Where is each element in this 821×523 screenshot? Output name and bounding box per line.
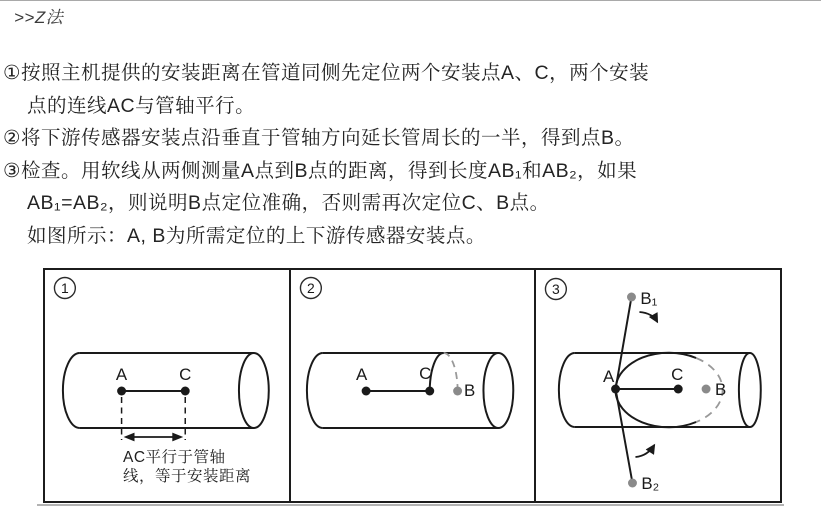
point-a-label: A (115, 364, 128, 385)
point-c (674, 385, 683, 394)
point-c-label: C (179, 364, 192, 385)
panel-number-3: 3 (552, 280, 561, 298)
point-b2-label: B₂ (641, 473, 660, 494)
point-c-label: C (418, 363, 432, 384)
panel-number-circle-3 (546, 279, 567, 300)
instruction-line-4: ③检查。用软线从两侧测量A点到B点的距离，得到长度AB₁和AB₂，如果 (3, 159, 638, 182)
distance-caption (123, 448, 251, 486)
instruction-line-1: ①按照主机提供的安装距离在管道同侧先定位两个安装点A、C，两个安装 (3, 62, 650, 84)
top-divider (0, 0, 821, 1)
instruction-line-5: AB₁=AB₂，则说明B点定位准确，否则需再次定位C、B点。 (27, 192, 550, 214)
point-b-label: B (463, 380, 476, 401)
point-c (181, 387, 190, 396)
figure (43, 268, 782, 503)
point-a-label: A (603, 366, 615, 387)
point-b1-label: B₁ (640, 288, 658, 309)
wrap-arc-near (429, 353, 443, 391)
point-b (702, 385, 711, 394)
point-b1 (627, 293, 636, 302)
point-b-label: B (715, 379, 727, 400)
point-a-label: A (355, 364, 367, 385)
dashed-extension-lines (122, 397, 186, 440)
wrap-arc-far-dashed (443, 353, 457, 388)
figure-panel-3 (534, 270, 780, 501)
point-b2 (628, 479, 637, 488)
point-a (117, 387, 126, 396)
panel-number-2: 2 (306, 279, 315, 297)
panel-number-circle-1 (54, 278, 75, 299)
point-c-label: C (671, 364, 684, 385)
distance-arrow (124, 433, 184, 442)
point-a (361, 387, 370, 396)
instruction-line-2: 点的连线AC与管轴平行。 (27, 94, 256, 117)
panel-number-circle-2 (300, 278, 321, 299)
instruction-text (3, 57, 818, 252)
figure-panel-1 (45, 270, 289, 501)
figure-panel-2 (289, 270, 535, 501)
instruction-line-3: ②将下游传感器安装点沿垂直于管轴方向延长管周长的一半，得到点B。 (3, 127, 635, 149)
point-b (453, 387, 462, 396)
diagram-step2 (291, 270, 535, 501)
swing-arrow-bottom (636, 445, 655, 457)
swing-arrow-top (640, 312, 658, 322)
caption-line-2: 线，等于安装距离 (123, 468, 252, 485)
point-c (425, 387, 434, 396)
panel-number-1: 1 (61, 279, 69, 297)
caption-line-1: AC平行于管轴 (123, 449, 226, 466)
diagram-step3 (536, 270, 780, 501)
figure-shadow (37, 504, 784, 506)
instruction-line-6: 如图所示：A, B为所需定位的上下游传感器安装点。 (27, 224, 486, 247)
page-title: >>Z法 (14, 8, 64, 27)
